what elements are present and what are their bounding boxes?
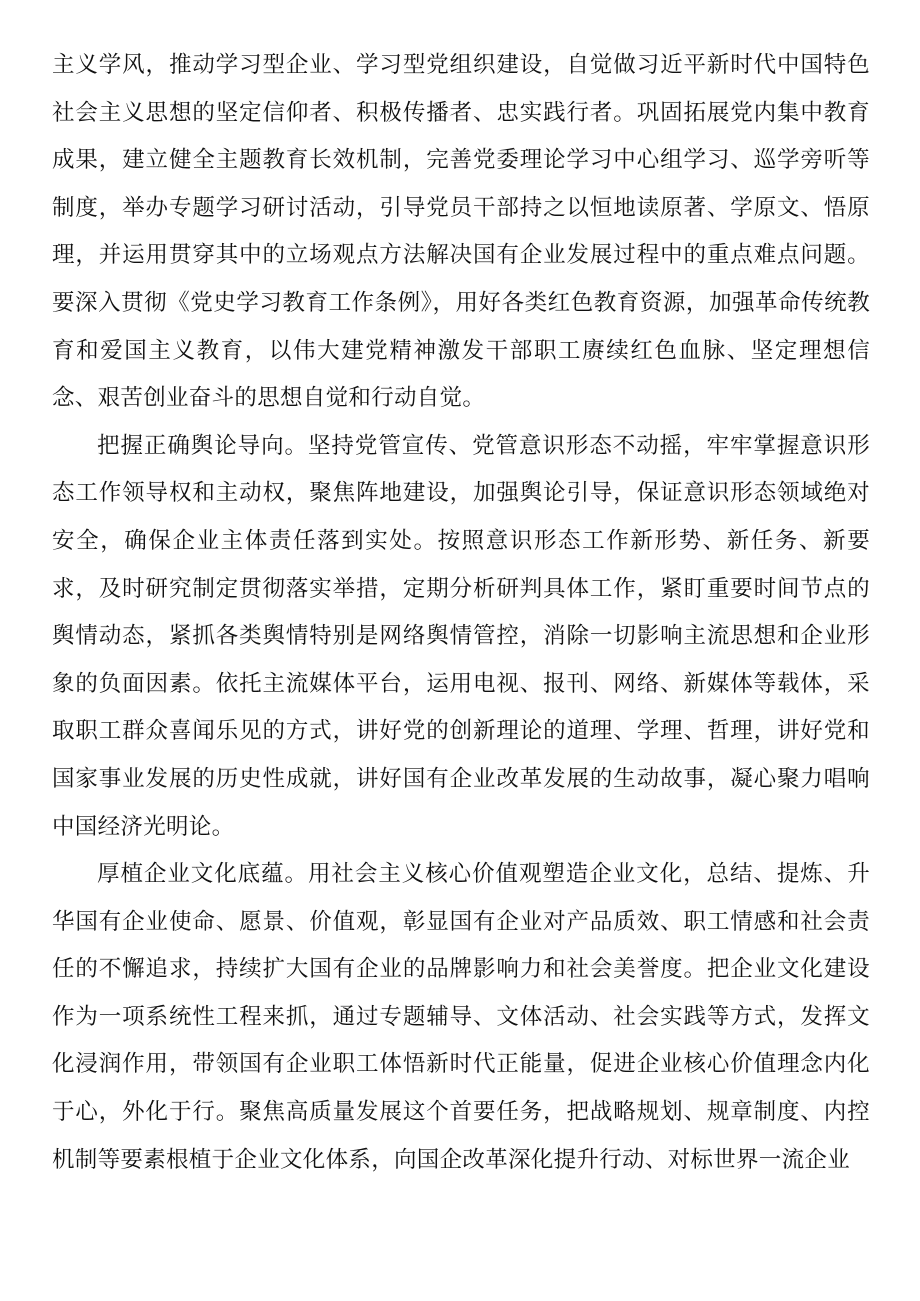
paragraph-1: 主义学风，推动学习型企业、学习型党组织建设，自觉做习近平新时代中国特色社会主义思想的坚定信仰者、积极传播者、忠实践行者。巩固拓展党内集中教育成果，建立健全主题教育长效机制，完善党委理论学习中心组学习、巡学旁听等制度，举办专题学习研讨活动，引导党员干部持之以恒地读原著、学原文、悟原理，并运用贯穿其中的立场观点方法解决国有企业发展过程中的重点难点问题。要深入贯彻《党史学习教育工作条例》，用好各类红色教育资源，加强革命传统教育和爱国主义教育，以伟大建党精神激发干部职工赓续红色血脉、坚定理想信念、艰苦创业奋斗的思想自觉和行动自觉。 [52, 52, 870, 412]
paragraph-2: 把握正确舆论导向。坚持党管宣传、党管意识形态不动摇，牢牢掌握意识形态工作领导权和主动权，聚焦阵地建设，加强舆论引导，保证意识形态领域绝对安全，确保企业主体责任落到实处。按照意识形态工作新形势、新任务、新要求，及时研究制定贯彻落实举措，定期分析研判具体工作，紧盯重要时间节点的舆情动态，紧抓各类舆情特别是网络舆情管控，消除一切影响主流思想和企业形象的负面因素。依托主流媒体平台，运用电视、报刊、网络、新媒体等载体，采取职工群众喜闻乐见的方式，讲好党的创新理论的道理、学理、哲理，讲好党和国家事业发展的历史性成就，讲好国有企业改革发展的生动故事，凝心聚力唱响中国经济光明论。 [52, 432, 870, 840]
document-body [52, 42, 870, 1184]
paragraph-3: 厚植企业文化底蕴。用社会主义核心价值观塑造企业文化，总结、提炼、升华国有企业使命、愿景、价值观，彰显国有企业对产品质效、职工情感和社会责任的不懈追求，持续扩大国有企业的品牌影响力和社会美誉度。把企业文化建设作为一项系统性工程来抓，通过专题辅导、文体活动、社会实践等方式，发挥文化浸润作用，带领国有企业职工体悟新时代正能量，促进企业核心价值理念内化于心，外化于行。聚焦高质量发展这个首要任务，把战略规划、规章制度、内控机制等要素根植于企业文化体系，向国企改革深化提升行动、对标世界一流企业 [52, 861, 870, 1173]
